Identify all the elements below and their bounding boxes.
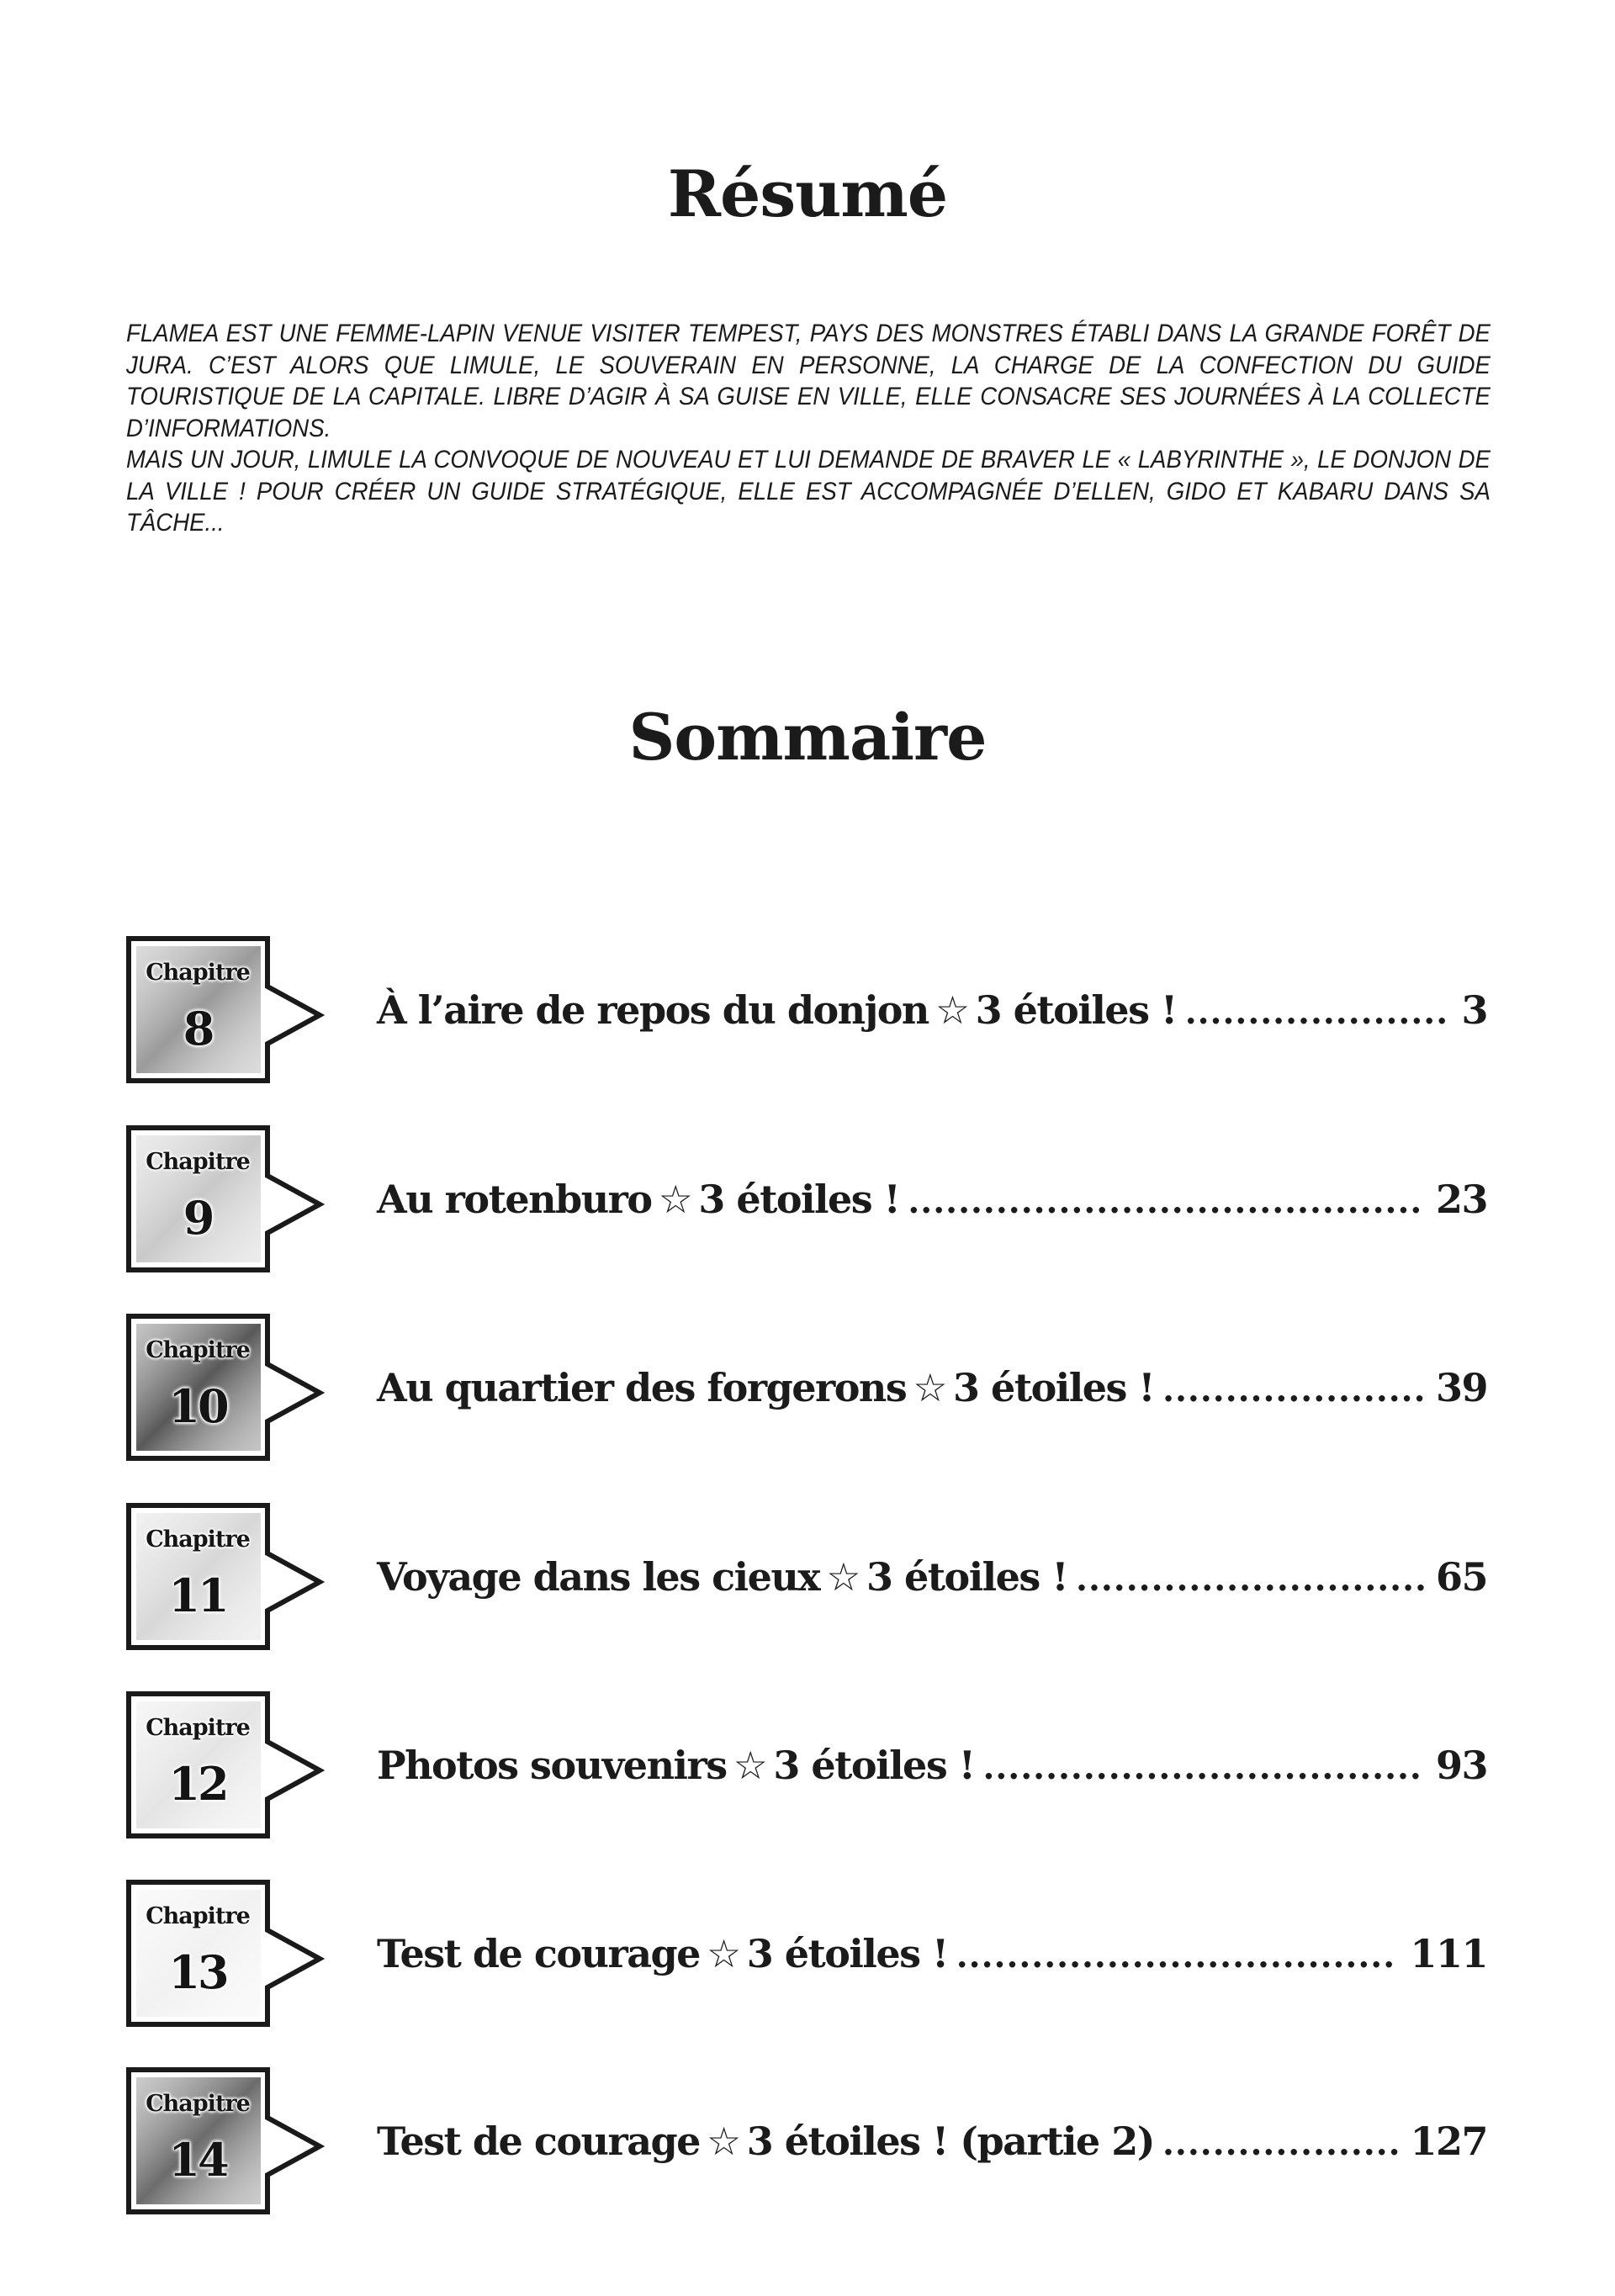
star-icon: ☆ [913, 1365, 947, 1410]
chapter-badge [126, 2067, 328, 2214]
chapter-title-suffix: 3 étoiles ! [746, 1931, 948, 1976]
star-icon: ☆ [935, 987, 969, 1033]
toc-entry[interactable] [126, 936, 1506, 1083]
page-number: 39 [1435, 1365, 1487, 1410]
chapter-number: 9 [183, 1191, 213, 1245]
chapter-badge [126, 1880, 328, 2027]
star-icon: ☆ [733, 1743, 767, 1788]
chapter-label: Chapitre [146, 1149, 250, 1175]
chapter-title: Au quartier des forgerons [377, 1365, 907, 1410]
page-number: 3 [1461, 987, 1487, 1033]
chapter-label: Chapitre [146, 2091, 250, 2117]
chapter-title-group [377, 2113, 1162, 2169]
chapter-title: Photos souvenirs [377, 1743, 727, 1788]
toc-entry[interactable] [126, 1880, 1506, 2027]
chapter-badge [126, 1503, 328, 1650]
chapter-title: Test de courage [377, 1931, 700, 1976]
chapter-title-suffix: 3 étoiles ! [975, 987, 1177, 1033]
toc-entry-line[interactable] [377, 1926, 1487, 1981]
chapter-number: 12 [168, 1757, 227, 1811]
toc-entry[interactable] [126, 1691, 1506, 1838]
dot-leader [956, 1928, 1399, 1984]
chapter-title-suffix: 3 étoiles ! [698, 1177, 900, 1222]
chapter-title-group [377, 982, 1185, 1038]
chapter-title: Test de courage [377, 2119, 700, 2164]
chapter-title: Voyage dans les cieux [377, 1554, 820, 1600]
toc-entry-line[interactable] [377, 1172, 1487, 1227]
toc-entry[interactable] [126, 2067, 1506, 2214]
chapter-title-suffix: 3 étoiles ! [953, 1365, 1155, 1410]
toc-entry-line[interactable] [377, 1360, 1487, 1415]
chapter-badge [126, 936, 328, 1083]
chapter-title-group [377, 1172, 908, 1227]
dot-leader [1162, 2116, 1398, 2172]
chapter-title: À l’aire de repos du donjon [377, 987, 929, 1033]
chapter-number: 11 [168, 1569, 227, 1622]
chapter-badge [126, 1691, 328, 1838]
page-number: 23 [1435, 1177, 1487, 1222]
page-number: 93 [1435, 1743, 1487, 1788]
chapter-label: Chapitre [146, 960, 250, 986]
dot-leader [908, 1174, 1424, 1230]
chapter-number: 8 [183, 1002, 213, 1055]
dot-leader [982, 1740, 1424, 1796]
page-number: 127 [1410, 2119, 1487, 2164]
toc-entry-line[interactable] [377, 1549, 1487, 1605]
chapter-number: 10 [168, 1379, 227, 1433]
chapter-title: Au rotenburo [377, 1177, 652, 1222]
chapter-title-group [377, 1926, 956, 1981]
chapter-title-suffix: 3 étoiles ! [866, 1554, 1068, 1600]
chapter-label: Chapitre [146, 1715, 250, 1741]
star-icon: ☆ [706, 2119, 740, 2164]
chapter-title-suffix: 3 étoiles ! [773, 1743, 975, 1788]
chapter-label: Chapitre [146, 1903, 250, 1929]
summary-paragraph: MAIS UN JOUR, LIMULE LA CONVOQUE DE NOUVEAU ET LUI DEMANDE DE BRAVER LE « LABYRINTHE », LE DONJON DE LA VILLE ! POUR CRÉER UN GUIDE STRATÉGIQUE, ELLE EST ACCOMPAGNÉE D’ELLEN, GIDO ET KABARU DANS SA TÂCHE... [126, 446, 1491, 537]
dot-leader [1162, 1362, 1424, 1418]
chapter-label: Chapitre [146, 1337, 250, 1363]
star-icon: ☆ [658, 1177, 692, 1222]
dot-leader [1076, 1552, 1424, 1607]
chapter-number: 13 [168, 1945, 227, 1999]
toc-entry[interactable] [126, 1503, 1506, 1650]
toc-entry[interactable] [126, 1125, 1506, 1272]
chapter-title-group [377, 1360, 1162, 1415]
toc-entry-line[interactable] [377, 1738, 1487, 1793]
resume-summary [126, 318, 1491, 539]
page-number: 111 [1410, 1931, 1487, 1976]
star-icon: ☆ [826, 1554, 860, 1600]
sommaire-heading: Sommaire [628, 700, 987, 775]
chapter-title-group [377, 1738, 982, 1793]
page-number: 65 [1435, 1554, 1487, 1600]
chapter-label: Chapitre [146, 1526, 250, 1553]
chapter-title-suffix: 3 étoiles ! (partie 2) [746, 2119, 1154, 2164]
chapter-number: 14 [168, 2133, 227, 2187]
dot-leader [1185, 985, 1450, 1040]
resume-heading: Résumé [667, 156, 948, 231]
toc-entry-line[interactable] [377, 982, 1487, 1038]
toc-entry[interactable] [126, 1314, 1506, 1461]
summary-paragraph: FLAMEA EST UNE FEMME-LAPIN VENUE VISITER TEMPEST, PAYS DES MONSTRES ÉTABLI DANS LA GRANDE FORÊT DE JURA. C’EST ALORS QUE LIMULE, LE SOUVERAIN EN PERSONNE, LA CHARGE DE LA CONFECTION DU GUIDE TOURISTIQUE DE LA CAPITALE. LIBRE D’AGIR À SA GUISE EN VILLE, ELLE CONSACRE SES JOURNÉES À LA COLLECTE D’INFORMATIONS. [126, 320, 1491, 442]
star-icon: ☆ [706, 1931, 740, 1976]
chapter-badge [126, 1125, 328, 1272]
toc-entry-line[interactable] [377, 2113, 1487, 2169]
chapter-badge [126, 1314, 328, 1461]
chapter-title-group [377, 1549, 1076, 1605]
